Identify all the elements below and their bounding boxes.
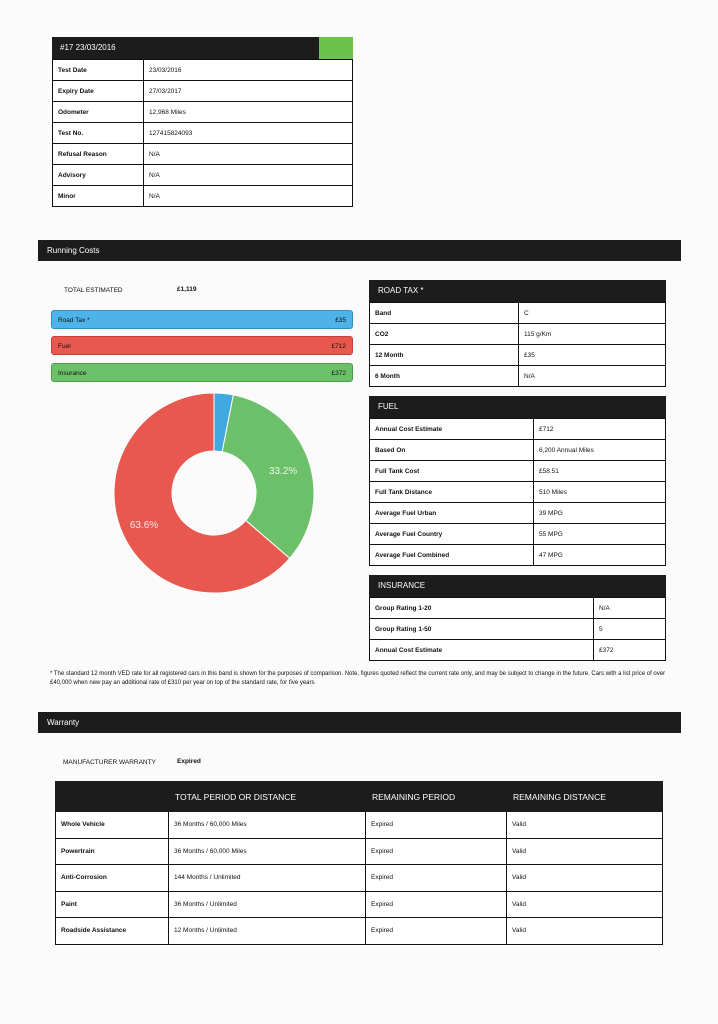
mot-row [53, 165, 353, 186]
fuel-label: Annual Cost Estimate [370, 419, 534, 440]
fuel-row [370, 440, 666, 461]
manufacturer-warranty-label: MANUFACTURER WARRANTY [63, 759, 156, 766]
insurance-value: 5 [594, 619, 666, 640]
warranty-remaining-distance: Valid [507, 812, 663, 839]
fuel-label: Average Fuel Urban [370, 503, 534, 524]
warranty-col-blank [56, 782, 169, 812]
warranty-total: 12 Months / Unlimited [169, 918, 366, 945]
mot-row [53, 186, 353, 207]
insurance-value: £372 [594, 640, 666, 661]
insurance-row [370, 598, 666, 619]
fuel-row [370, 482, 666, 503]
footnote: * The standard 12 month VED rate for all registered cars in this band is shown for the purposes of comparison. Note, figures quoted reflect the current rate only, and may be subject to change in the future. Cars with a list price of over £40,000 when new pay an additional rate of £310 per year on top of the standard rate, for five years [50, 671, 666, 686]
mot-row [53, 123, 353, 144]
warranty-col-total: TOTAL PERIOD OR DISTANCE [169, 782, 366, 812]
mot-label: Expiry Date [53, 81, 144, 102]
fuel-label: Full Tank Distance [370, 482, 534, 503]
mot-row [53, 144, 353, 165]
mot-header-label: #17 23/03/2016 [60, 43, 116, 52]
mot-label: Refusal Reason [53, 144, 144, 165]
fuel-row [370, 461, 666, 482]
mot-label: Minor [53, 186, 144, 207]
mot-row [53, 102, 353, 123]
warranty-row [56, 865, 663, 892]
mot-value: 23/03/2016 [144, 60, 353, 81]
road-tax-table [369, 302, 666, 387]
insurance-row [370, 640, 666, 661]
road-tax-label: 6 Month [370, 366, 519, 387]
mot-details-table [52, 59, 353, 207]
warranty-col-remaining-period: REMAINING PERIOD [366, 782, 507, 812]
warranty-total: 36 Months / 60,000 Miles [169, 812, 366, 839]
insurance-label: Group Rating 1-50 [370, 619, 594, 640]
mot-value: 127415824093 [144, 123, 353, 144]
mot-label: Test No. [53, 123, 144, 144]
insurance-percent-label: 33.2% [268, 466, 298, 477]
fuel-table [369, 418, 666, 566]
mot-row [53, 81, 353, 102]
warranty-table [55, 781, 663, 945]
warranty-component: Paint [56, 891, 169, 918]
mot-value: N/A [144, 165, 353, 186]
warranty-row [56, 812, 663, 839]
fuel-row [370, 524, 666, 545]
mot-status-indicator [319, 37, 353, 59]
warranty-remaining-period: Expired [366, 812, 507, 839]
fuel-bar-value: £712 [331, 343, 346, 350]
mot-label: Advisory [53, 165, 144, 186]
warranty-component: Powertrain [56, 838, 169, 865]
road-tax-label: 12 Month [370, 345, 519, 366]
warranty-remaining-distance: Valid [507, 838, 663, 865]
fuel-row [370, 419, 666, 440]
road-tax-label: Band [370, 303, 519, 324]
fuel-value: 6,200 Annual Miles [534, 440, 666, 461]
insurance-value: N/A [594, 598, 666, 619]
fuel-label: Average Fuel Combined [370, 545, 534, 566]
total-estimated-label: TOTAL ESTIMATED [64, 287, 123, 294]
running-costs-header [38, 240, 681, 261]
fuel-value: 510 Miles [534, 482, 666, 503]
fuel-value: £58.51 [534, 461, 666, 482]
fuel-row [370, 545, 666, 566]
running-costs-donut-chart [104, 390, 324, 600]
warranty-row [56, 891, 663, 918]
manufacturer-warranty-value: Expired [177, 758, 201, 765]
fuel-bar-label: Fuel [58, 343, 71, 350]
total-estimated-value: £1,119 [177, 286, 197, 293]
warranty-remaining-distance: Valid [507, 891, 663, 918]
warranty-remaining-period: Expired [366, 865, 507, 892]
insurance-label: Annual Cost Estimate [370, 640, 594, 661]
fuel-percent-label: 63.6% [129, 520, 159, 531]
running-costs-title: Running Costs [47, 246, 100, 255]
warranty-component: Anti-Corrosion [56, 865, 169, 892]
road-tax-title: ROAD TAX * [378, 286, 424, 295]
fuel-label: Average Fuel Country [370, 524, 534, 545]
insurance-label: Group Rating 1-20 [370, 598, 594, 619]
road-tax-header [369, 280, 666, 302]
road-tax-cost-bar [51, 310, 353, 329]
road-tax-value: £35 [519, 345, 666, 366]
warranty-remaining-period: Expired [366, 838, 507, 865]
fuel-label: Full Tank Cost [370, 461, 534, 482]
warranty-component: Whole Vehicle [56, 812, 169, 839]
insurance-bar-value: £372 [331, 370, 346, 377]
road-tax-bar-label: Road Tax * [58, 317, 90, 324]
warranty-row [56, 918, 663, 945]
mot-value: 12,968 Miles [144, 102, 353, 123]
warranty-header [38, 712, 681, 733]
warranty-total: 36 Months / Unlimited [169, 891, 366, 918]
warranty-remaining-distance: Valid [507, 865, 663, 892]
mot-label: Odometer [53, 102, 144, 123]
road-tax-value: N/A [519, 366, 666, 387]
road-tax-row [370, 345, 666, 366]
warranty-component: Roadside Assistance [56, 918, 169, 945]
mot-value: N/A [144, 144, 353, 165]
warranty-title: Warranty [47, 718, 80, 727]
fuel-header [369, 396, 666, 418]
warranty-remaining-period: Expired [366, 891, 507, 918]
road-tax-row [370, 324, 666, 345]
mot-value: 27/03/2017 [144, 81, 353, 102]
insurance-cost-bar [51, 363, 353, 382]
insurance-bar-label: Insurance [58, 370, 87, 377]
fuel-value: 47 MPG [534, 545, 666, 566]
road-tax-label: CO2 [370, 324, 519, 345]
mot-header [52, 37, 353, 59]
insurance-table [369, 597, 666, 661]
fuel-label: Based On [370, 440, 534, 461]
fuel-cost-bar [51, 336, 353, 355]
insurance-title: INSURANCE [378, 581, 426, 590]
warranty-column-headers [56, 782, 663, 812]
fuel-row [370, 503, 666, 524]
insurance-header [369, 575, 666, 597]
road-tax-value: C [519, 303, 666, 324]
road-tax-row [370, 366, 666, 387]
fuel-title: FUEL [378, 402, 399, 411]
road-tax-bar-value: £35 [335, 317, 346, 324]
mot-row [53, 60, 353, 81]
warranty-total: 144 Months / Unlimited [169, 865, 366, 892]
warranty-row [56, 838, 663, 865]
mot-value: N/A [144, 186, 353, 207]
road-tax-row [370, 303, 666, 324]
fuel-value: 55 MPG [534, 524, 666, 545]
warranty-col-remaining-distance: REMAINING DISTANCE [507, 782, 663, 812]
warranty-remaining-distance: Valid [507, 918, 663, 945]
warranty-total: 36 Months / 60,000 Miles [169, 838, 366, 865]
mot-label: Test Date [53, 60, 144, 81]
road-tax-value: 115 g/Km [519, 324, 666, 345]
insurance-row [370, 619, 666, 640]
warranty-remaining-period: Expired [366, 918, 507, 945]
fuel-value: £712 [534, 419, 666, 440]
fuel-value: 39 MPG [534, 503, 666, 524]
